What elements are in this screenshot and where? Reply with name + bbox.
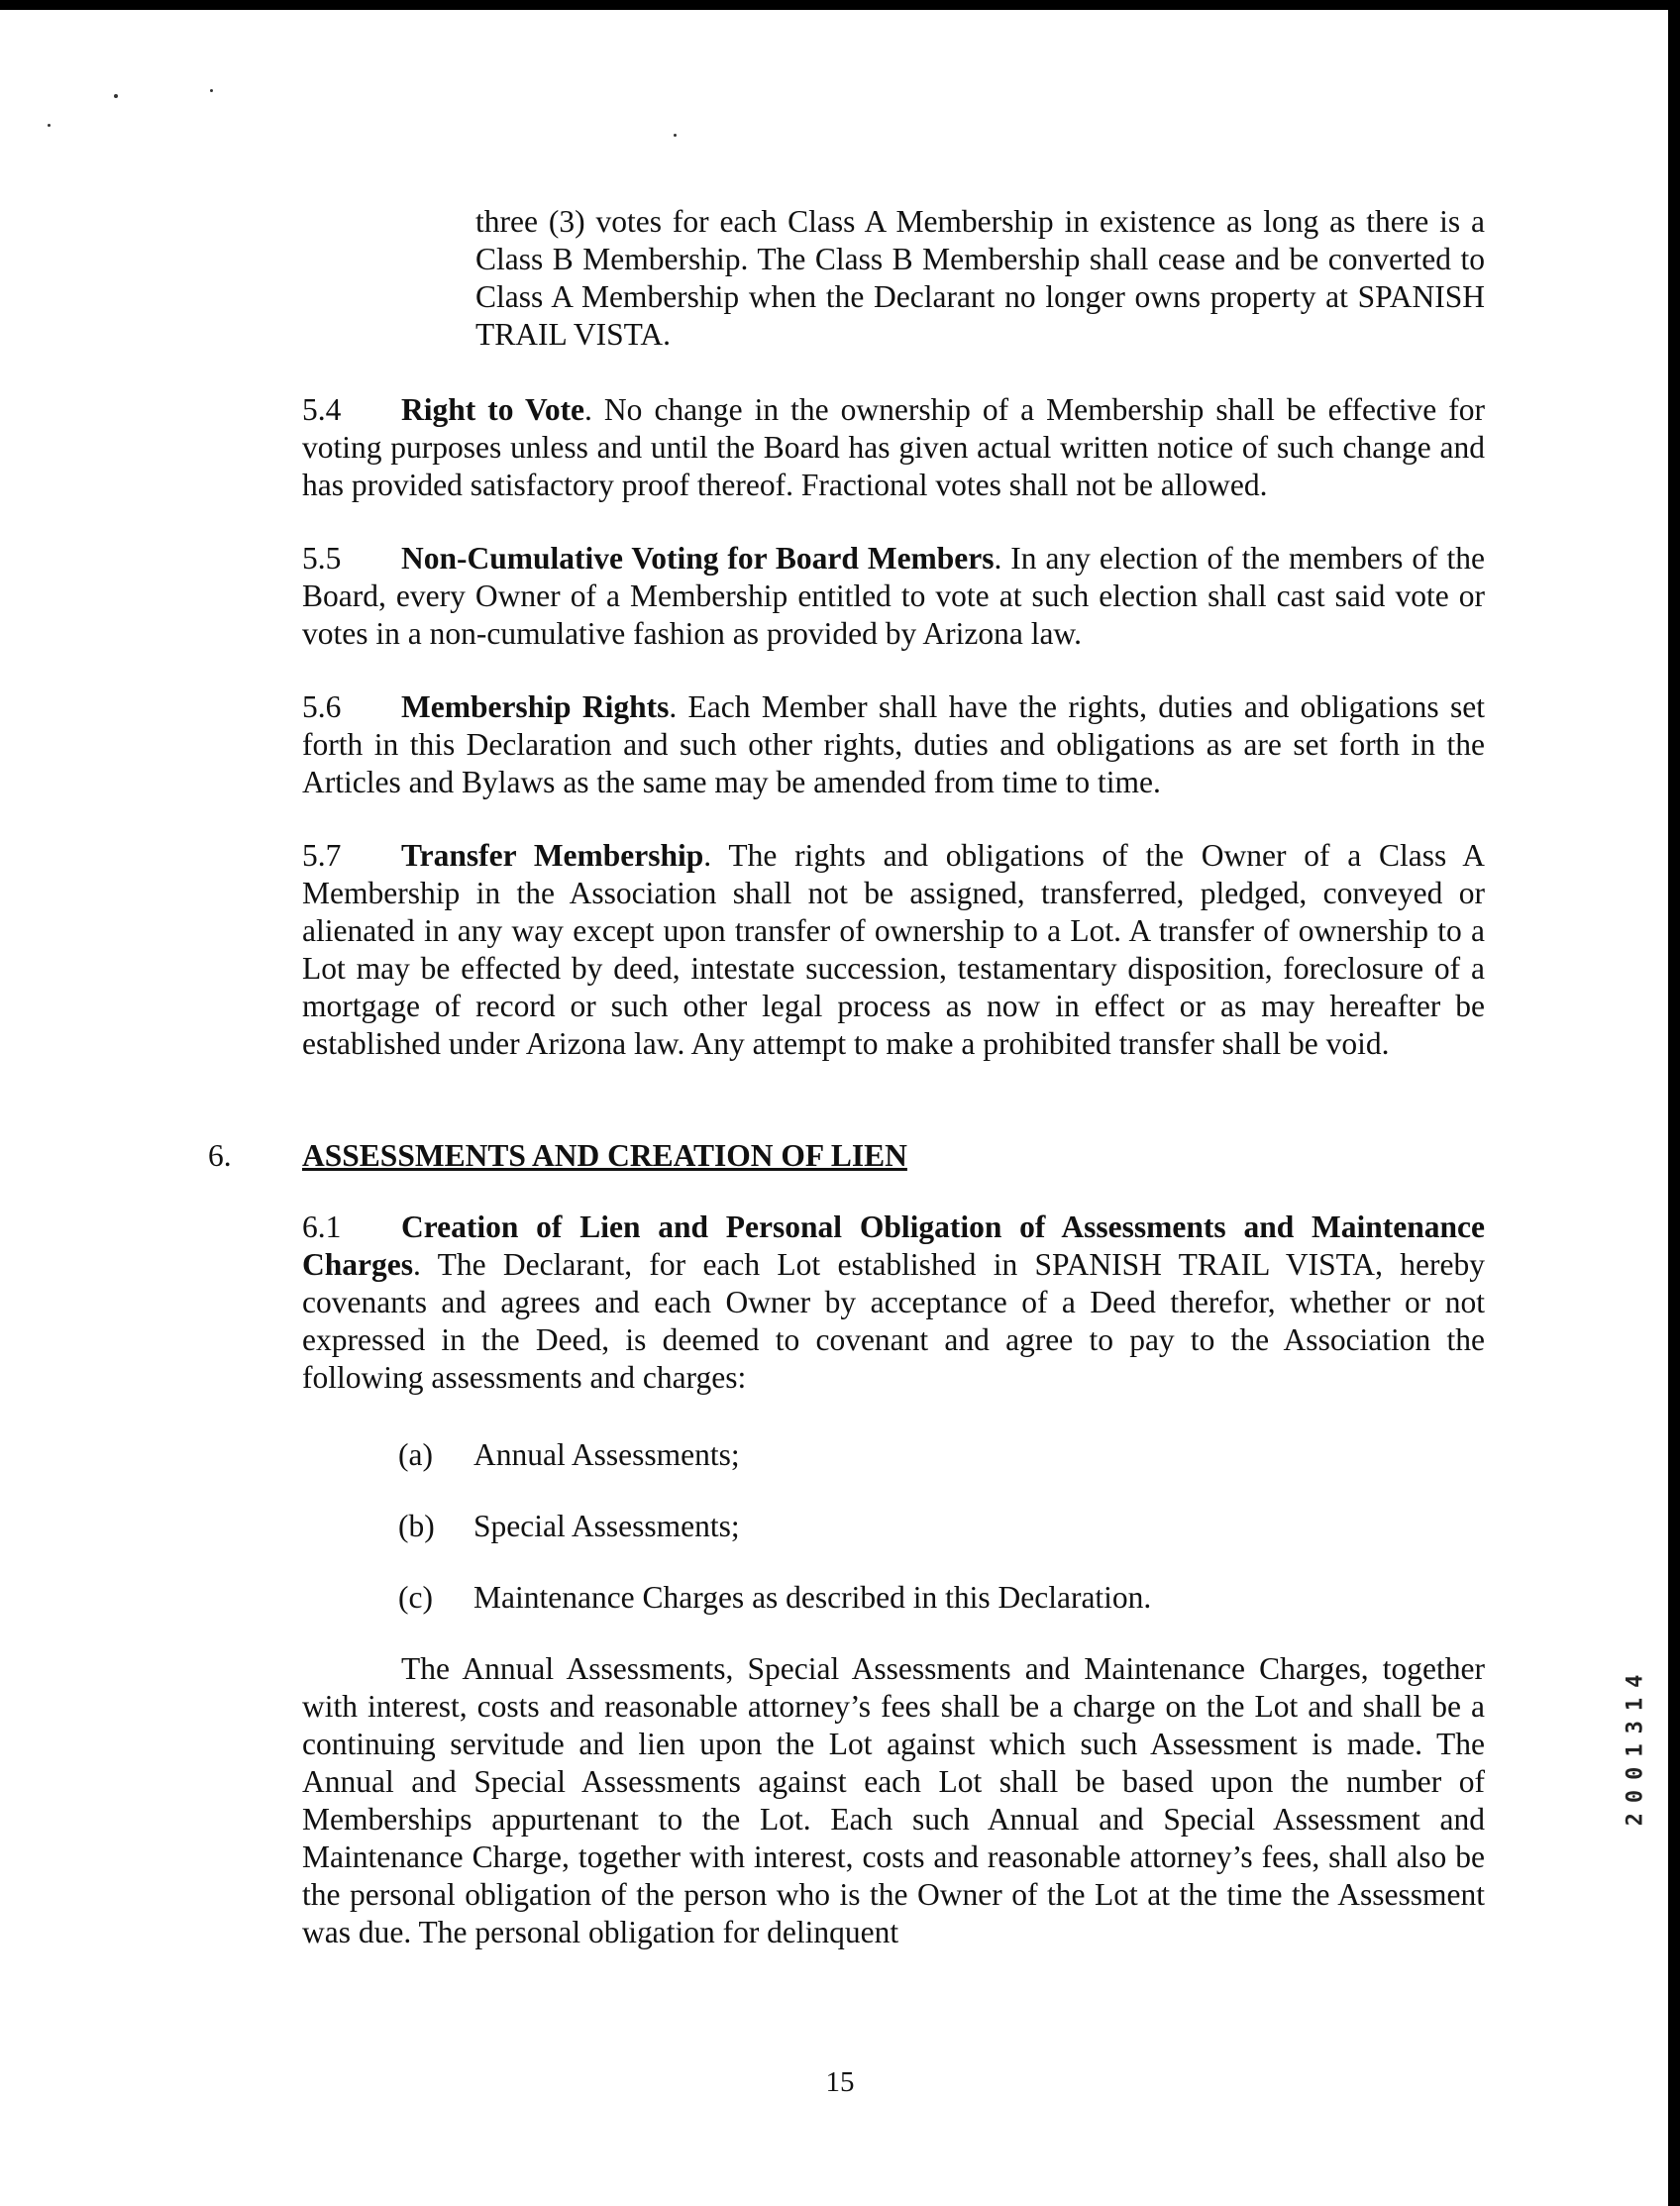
scan-top-border bbox=[0, 0, 1680, 10]
section-number: 5.4 bbox=[302, 392, 342, 427]
section-6-1 bbox=[302, 1208, 1485, 1397]
section-title: Transfer Membership bbox=[401, 838, 704, 873]
list-item-text: Maintenance Charges as described in this Declaration. bbox=[473, 1580, 1152, 1615]
list-item bbox=[398, 1508, 740, 1545]
section-6-heading bbox=[208, 1137, 907, 1175]
section-title: Right to Vote bbox=[401, 392, 585, 427]
section-body: . The Declarant, for each Lot established in SPANISH TRAIL VISTA, hereby covenants and agrees and each Owner by acceptance of a Deed therefor, whether or not expressed in the Deed, is deemed to covenant and agree to pay to the Association the following assessments and charges: bbox=[302, 1247, 1485, 1395]
margin-stamp bbox=[1625, 1580, 1646, 1907]
section-body: . In any election of the members of the Board, every Owner of a Membership entitled to vote at such election shall cast said vote or votes in a non-cumulative fashion as provided by Arizona law. bbox=[302, 541, 1485, 651]
section-title: Membership Rights bbox=[401, 689, 670, 724]
section-number: 5.7 bbox=[302, 838, 342, 873]
section-body: . Each Member shall have the rights, duties and obligations set forth in this Declaration and such other rights, duties and obligations as are set forth in the Articles and Bylaws as the same may be amended from time to time. bbox=[302, 689, 1486, 799]
list-item-label: (c) bbox=[398, 1580, 433, 1615]
section-body: . The rights and obligations of the Owner of a Class A Membership in the Association shall not be assigned, transferred, pledged, conveyed or alienated in any way except upon transfer of ownership to a Lot. A transfer of ownership to a Lot may be effected by deed, intestate succession, testamentary disposition, foreclosure of a mortgage of record or such other legal process as now in effect or as may hereafter be established under Arizona law. Any attempt to make a prohibited transfer shall be void. bbox=[302, 838, 1485, 1061]
section-body: . No change in the ownership of a Membership shall be effective for voting purposes unless and until the Board has given actual written notice of such change and has provided satisfactory proof thereof. Fractional votes shall not be allowed. bbox=[302, 392, 1485, 502]
section-5-6 bbox=[302, 688, 1485, 801]
list-item-text: Annual Assessments; bbox=[473, 1437, 740, 1472]
section-title: Creation of Lien and Personal Obligation of Assessments and Maintenance Charges bbox=[302, 1209, 1485, 1282]
section-number: 6.1 bbox=[302, 1209, 342, 1244]
section-5-4 bbox=[302, 391, 1485, 504]
list-item-label: (b) bbox=[398, 1509, 435, 1543]
list-item bbox=[398, 1436, 740, 1474]
page-number: 15 bbox=[825, 2066, 855, 2098]
continuation-paragraph: three (3) votes for each Class A Membership in existence as long as there is a Class B Membership. The Class B Membership shall cease and be converted to Class A Membership when the Declarant no longer owns property at SPANISH TRAIL VISTA. bbox=[475, 204, 1485, 352]
scan-speck bbox=[114, 94, 118, 98]
section-title: ASSESSMENTS AND CREATION OF LIEN bbox=[302, 1138, 907, 1173]
scan-right-border bbox=[1668, 0, 1680, 2206]
closing-paragraph: The Annual Assessments, Special Assessments and Maintenance Charges, together with interest, costs and reasonable attorney’s fees shall be a charge on the Lot and shall be a continuing servitude and lien upon the Lot against which such Assessment is made. The Annual and Special Assessments against each Lot shall be based upon the number of Memberships appurtenant to the Lot. Each such Annual and Special Assessment and Maintenance Charge, together with interest, costs and reasonable attorney’s fees, shall also be the personal obligation of the person who is the Owner of the Lot at the time the Assessment was due. The personal obligation for delinquent bbox=[302, 1651, 1485, 1949]
section-number: 5.6 bbox=[302, 689, 342, 724]
section-number: 5.5 bbox=[302, 541, 342, 576]
list-item-text: Special Assessments; bbox=[473, 1509, 740, 1543]
section-5-7 bbox=[302, 837, 1485, 1063]
section-number: 6. bbox=[208, 1138, 232, 1173]
section-5-5 bbox=[302, 540, 1485, 653]
list-item bbox=[398, 1579, 1151, 1617]
scan-speck bbox=[674, 134, 677, 137]
section-title: Non-Cumulative Voting for Board Members bbox=[401, 541, 995, 576]
scan-speck bbox=[48, 124, 51, 127]
scan-speck bbox=[210, 89, 213, 92]
margin-stamp-text: 2001314 bbox=[1623, 1664, 1647, 1827]
list-item-label: (a) bbox=[398, 1437, 433, 1472]
